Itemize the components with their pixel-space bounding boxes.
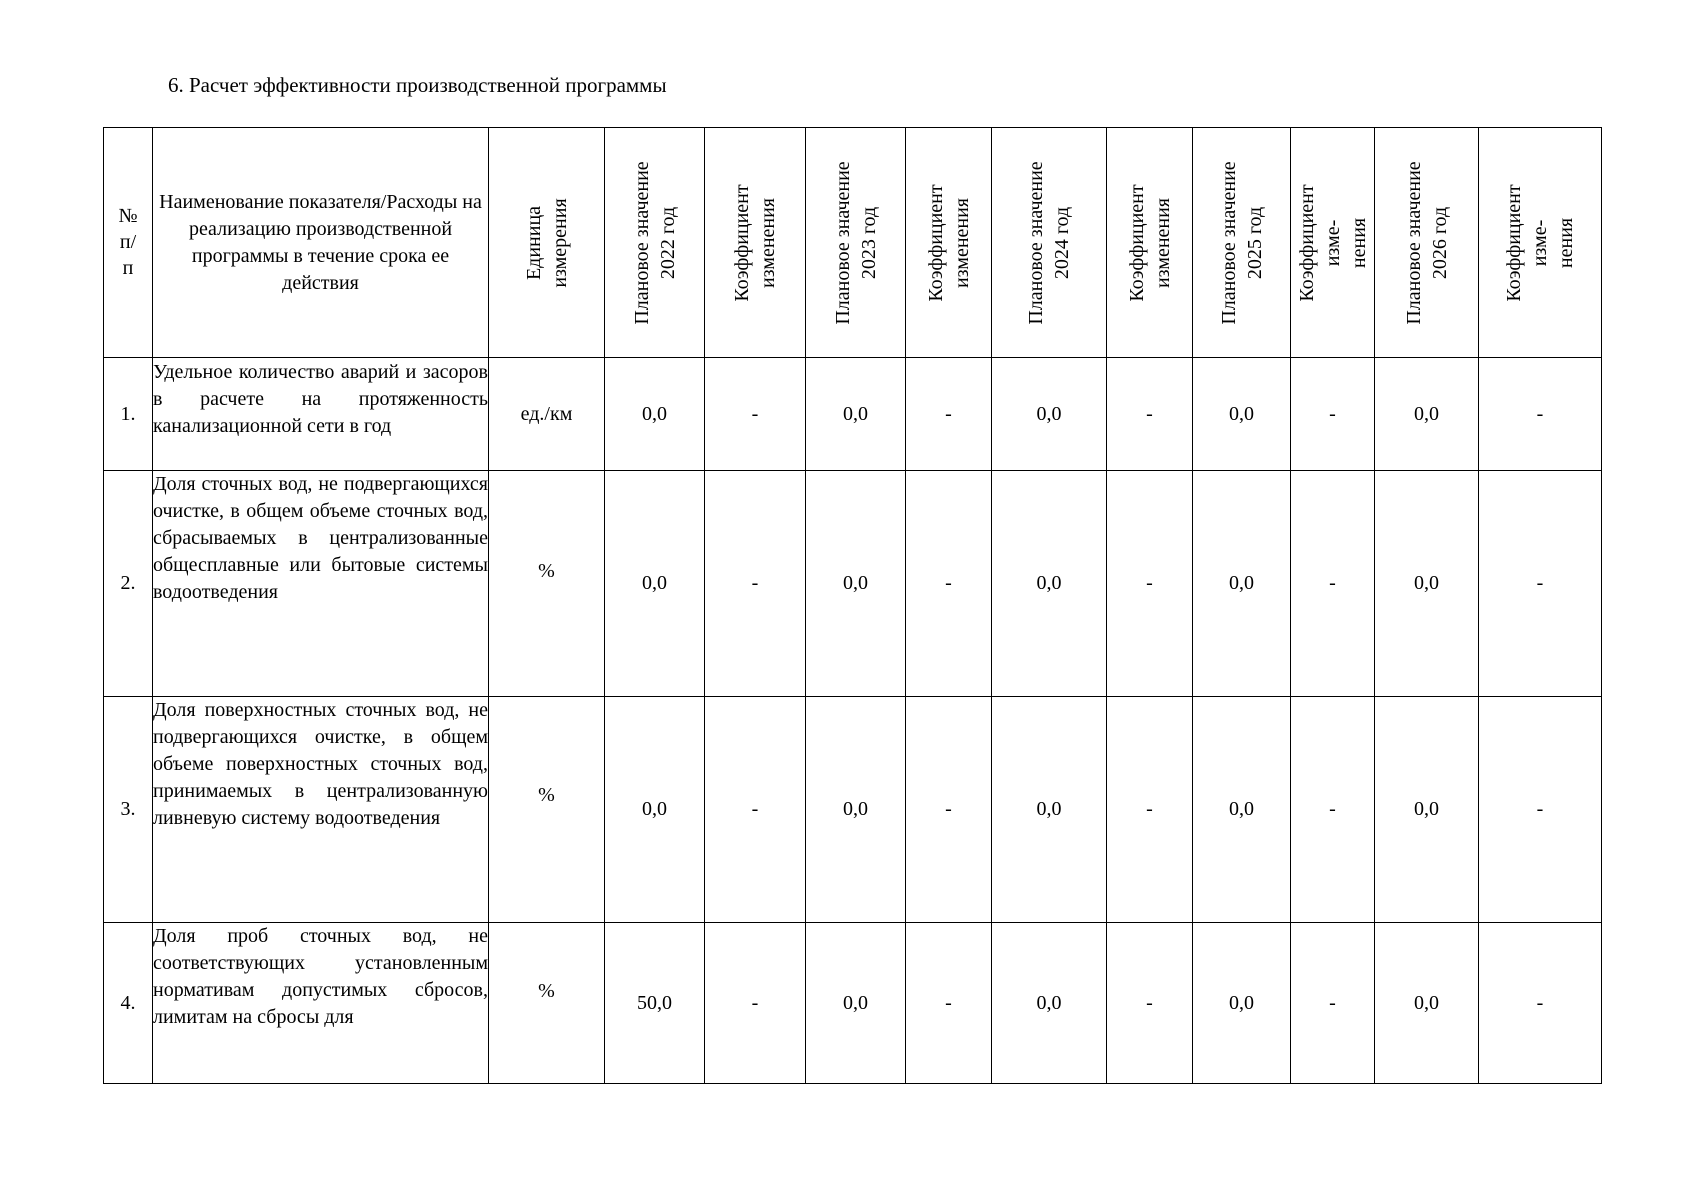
row-num: 2. [104, 471, 153, 697]
row-unit [489, 697, 605, 923]
coef-3-value: - [1107, 358, 1193, 471]
plan-2025-value: 0,0 [1193, 697, 1291, 923]
header-name [153, 128, 489, 358]
header-unit [489, 128, 605, 358]
plan-2022-value: 50,0 [605, 923, 705, 1084]
header-plan-2024 [992, 128, 1107, 358]
coef-5-value: - [1479, 358, 1602, 471]
coef-1-value: - [705, 471, 806, 697]
row-unit-text: % [538, 560, 555, 582]
header-coef-4-text: Коэффициент изме- нения [1295, 183, 1370, 302]
header-num [104, 128, 153, 358]
row-unit: ед./км [489, 358, 605, 471]
header-coef-5-text: Коэффициент изме- нения [1503, 183, 1577, 302]
row-name: Удельное количество аварий и засоров в расчете на протяженность канализационной сети в год [153, 358, 489, 471]
coef-2-value: - [906, 923, 992, 1084]
coef-1-value: - [705, 358, 806, 471]
coef-3-value: - [1107, 697, 1193, 923]
header-unit-text: Единица измерения [522, 197, 571, 288]
row-num: 3. [104, 697, 153, 923]
coef-5-value: - [1479, 923, 1602, 1084]
header-name-text: Наименование показателя/Расходы на реализацию производственной программы в течение срока ее действия [159, 190, 482, 294]
plan-2026-value: 0,0 [1375, 358, 1479, 471]
header-coef-1 [705, 128, 806, 358]
table-row [104, 923, 1602, 1084]
header-coef-4 [1291, 128, 1375, 358]
coef-4-value: - [1291, 358, 1375, 471]
table-row [104, 471, 1602, 697]
coef-2-value: - [906, 697, 992, 923]
coef-5-value: - [1479, 697, 1602, 923]
header-coef-3-text: Коэффициент изменения [1125, 183, 1174, 302]
row-name: Доля сточных вод, не подвергающихся очистке, в общем объеме сточных вод, сбрасываемых в централизованные общесплавные или бытовые системы водоотведения [153, 471, 489, 697]
plan-2023-value: 0,0 [806, 358, 906, 471]
header-plan-2022-text: Плановое значение 2022 год [630, 160, 679, 325]
header-coef-5 [1479, 128, 1602, 358]
plan-2022-value: 0,0 [605, 471, 705, 697]
table-header-row [104, 128, 1602, 358]
header-plan-2026-text: Плановое значение 2026 год [1402, 160, 1451, 325]
section-title: 6. Расчет эффективности производственной программы [168, 73, 667, 97]
header-coef-3 [1107, 128, 1193, 358]
plan-2025-value: 0,0 [1193, 923, 1291, 1084]
header-coef-2 [906, 128, 992, 358]
plan-2026-value: 0,0 [1375, 697, 1479, 923]
header-plan-2023-text: Плановое значение 2023 год [831, 160, 880, 325]
header-plan-2022 [605, 128, 705, 358]
coef-2-value: - [906, 358, 992, 471]
plan-2024-value: 0,0 [992, 923, 1107, 1084]
header-plan-2024-text: Плановое значение 2024 год [1025, 160, 1073, 325]
row-name: Доля проб сточных вод, не соответствующих установленным нормативам допустимых сбросов, лимитам на сбросы для [153, 923, 489, 1084]
plan-2022-value: 0,0 [605, 358, 705, 471]
coef-4-value: - [1291, 697, 1375, 923]
table-row [104, 358, 1602, 471]
plan-2024-value: 0,0 [992, 358, 1107, 471]
row-num: 4. [104, 923, 153, 1084]
plan-2023-value: 0,0 [806, 923, 906, 1084]
header-plan-2023 [806, 128, 906, 358]
plan-2026-value: 0,0 [1375, 923, 1479, 1084]
row-name: Доля поверхностных сточных вод, не подвергающихся очистке, в общем объеме поверхностных сточных вод, принимаемых в централизованную ливневую систему водоотведения [153, 697, 489, 923]
coef-4-value: - [1291, 471, 1375, 697]
header-coef-2-text: Коэффициент изменения [924, 183, 973, 302]
plan-2024-value: 0,0 [992, 471, 1107, 697]
coef-1-value: - [705, 697, 806, 923]
efficiency-table [103, 127, 1602, 1084]
coef-4-value: - [1291, 923, 1375, 1084]
header-plan-2025 [1193, 128, 1291, 358]
row-unit-text: % [538, 979, 555, 1002]
row-unit [489, 471, 605, 697]
plan-2025-value: 0,0 [1193, 358, 1291, 471]
header-plan-2026 [1375, 128, 1479, 358]
plan-2023-value: 0,0 [806, 471, 906, 697]
coef-2-value: - [906, 471, 992, 697]
row-num: 1. [104, 358, 153, 471]
plan-2026-value: 0,0 [1375, 471, 1479, 697]
coef-5-value: - [1479, 471, 1602, 697]
plan-2025-value: 0,0 [1193, 471, 1291, 697]
coef-3-value: - [1107, 923, 1193, 1084]
plan-2022-value: 0,0 [605, 697, 705, 923]
coef-3-value: - [1107, 471, 1193, 697]
coef-1-value: - [705, 923, 806, 1084]
row-unit-text: % [538, 784, 555, 806]
row-unit [489, 923, 605, 1084]
plan-2023-value: 0,0 [806, 697, 906, 923]
header-plan-2025-text: Плановое значение 2025 год [1217, 160, 1266, 325]
header-coef-1-text: Коэффициент изменения [731, 183, 779, 302]
header-num-text: № п/ п [118, 205, 138, 279]
plan-2024-value: 0,0 [992, 697, 1107, 923]
table-row [104, 697, 1602, 923]
